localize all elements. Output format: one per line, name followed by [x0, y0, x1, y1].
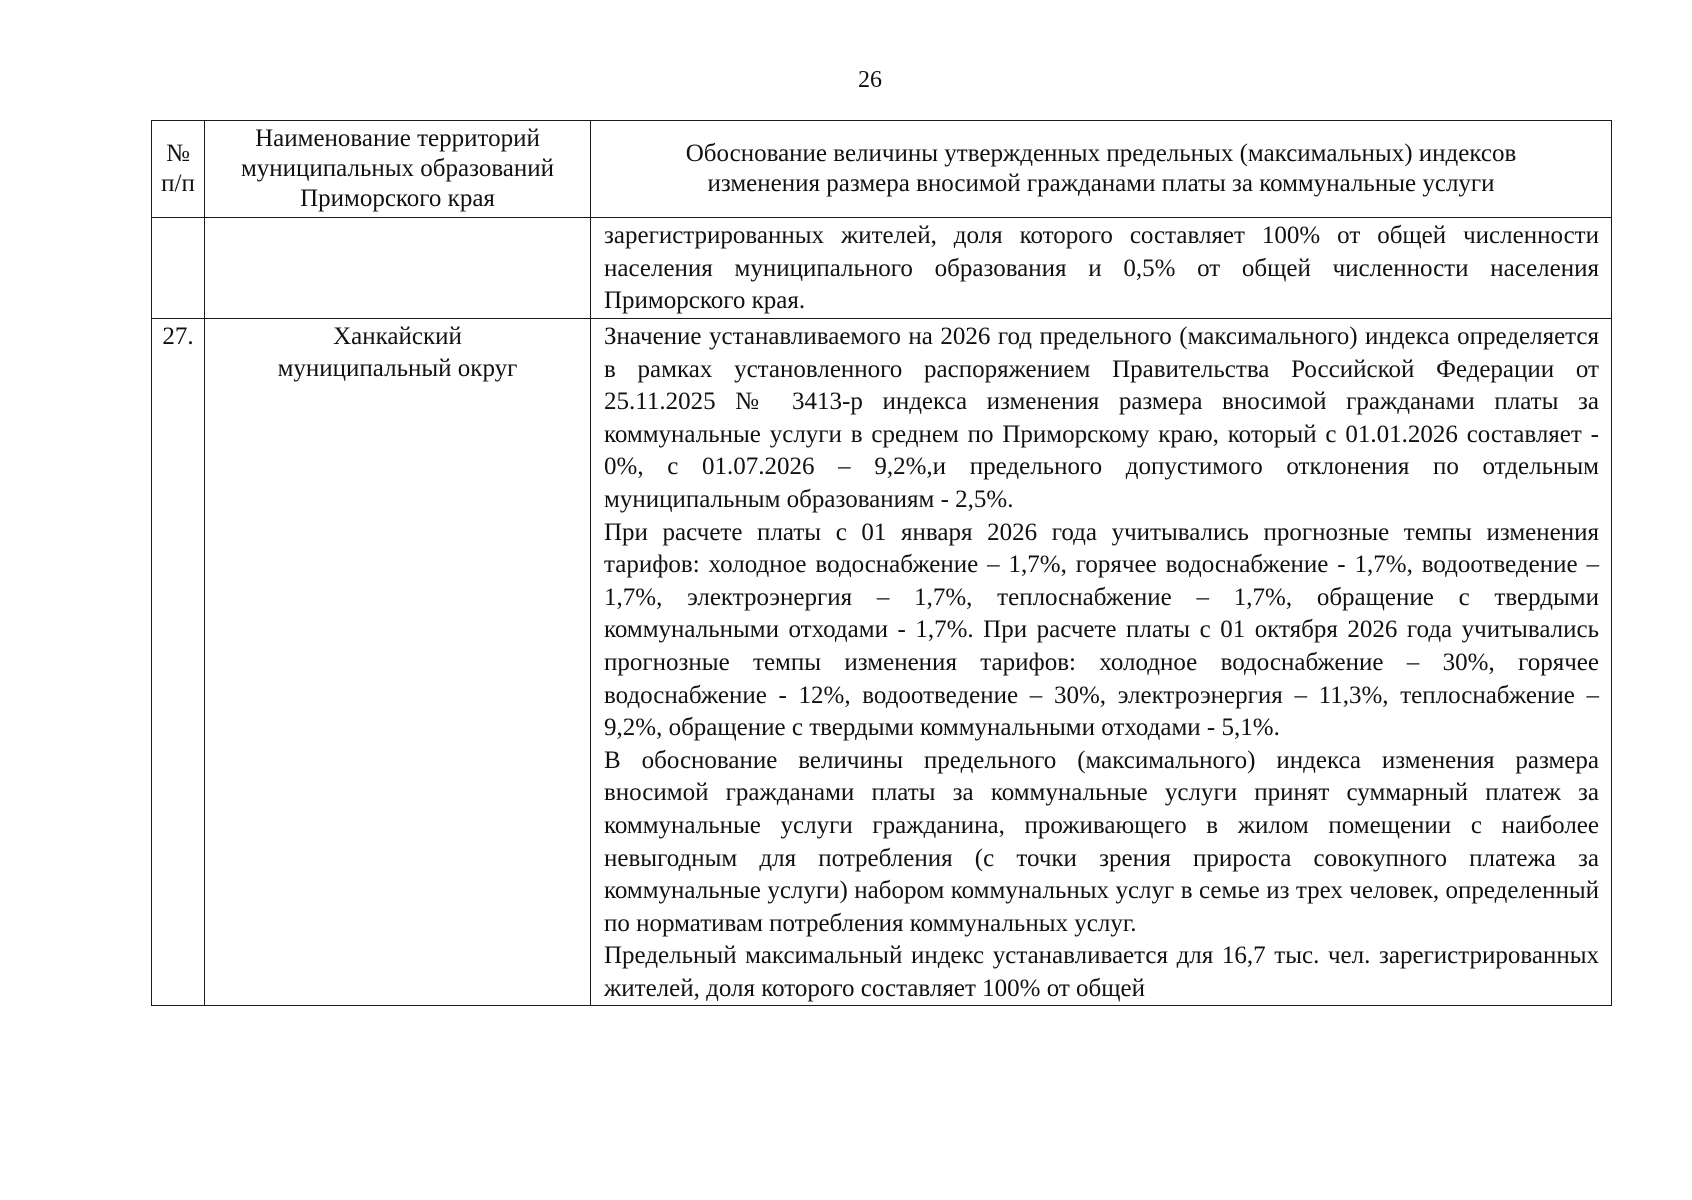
row-27-paragraph-4: Предельный максимальный индекс устанавливается для 16,7 тыс. чел. зарегистрированных жителей, доля которого составляет 100% от общей	[604, 942, 1599, 1002]
header-justification-cell	[591, 121, 1612, 218]
row-27-text-cell	[591, 319, 1612, 1006]
table-row-continuation	[152, 218, 1612, 319]
row-27-paragraph-2: При расчете платы с 01 января 2026 года учитывались прогнозные темпы изменения тарифов: холодное водоснабжение – 1,7%, горячее водоснабжение - 1,7%, водоотведение – 1,7%, электроэнергия – 1,7%, теплоснабжение – 1,7%, обращение с твердыми коммунальными отходами - 1,7%. При расчете платы с 01 октября 2026 года учитывались прогнозные темпы изменения тарифов: холодное водоснабжение – 30%, горячее водоснабжение - 12%, водоотведение – 30%, электроэнергия – 11,3%, теплоснабжение – 9,2%, обращение с твердыми коммунальными отходами - 5,1%.	[604, 518, 1599, 742]
continuation-num-cell	[152, 218, 205, 319]
header-territory-line-2: муниципальных образований	[240, 155, 555, 182]
continuation-name-cell	[205, 218, 591, 319]
header-territory-line-1: Наименование территорий	[255, 125, 540, 152]
header-justification-line-1: Обоснование величины утвержденных предельных (максимальных) индексов	[685, 140, 1517, 167]
page-number: 26	[858, 67, 882, 93]
header-num-label: п/п	[161, 170, 195, 197]
row-27-name-line-2: муниципальный округ	[277, 355, 518, 382]
header-territory-line-3: Приморского края	[300, 185, 495, 212]
table-header-row	[152, 121, 1612, 218]
table-row-27	[152, 319, 1612, 1006]
row-27-paragraph-3: В обоснование величины предельного (максимального) индекса изменения размера вносимой гражданами платы за коммунальные услуги принят суммарный платеж за коммунальные услуги гражданина, проживающего в жилом помещении с наиболее невыгодным для потребления (с точки зрения прироста совокупного платежа за коммунальные услуги) набором коммунальных услуг в семье из трех человек, определенный по нормативам потребления коммунальных услуг.	[604, 746, 1599, 937]
header-territory-cell	[205, 121, 591, 218]
row-27-num-cell: 27.	[152, 319, 205, 1006]
continuation-paragraph: зарегистрированных жителей, доля которого составляет 100% от общей численности населения муниципального образования и 0,5% от общей численности населения Приморского края.	[604, 222, 1599, 315]
header-justification-line-2: изменения размера вносимой гражданами платы за коммунальные услуги	[707, 170, 1495, 197]
row-27-paragraph-1: Значение устанавливаемого на 2026 год предельного (максимального) индекса определяется в рамках установленного распоряжением Правительства Российской Федерации от 25.11.2025 № 3413-р индекса изменения размера вносимой гражданами платы за коммунальные услуги в среднем по Приморскому краю, который с 01.01.2026 составляет - 0%, с 01.07.2026 – 9,2%,и предельного допустимого отклонения по отдельным муниципальным образованиям - 2,5%.	[604, 323, 1599, 513]
municipal-index-table	[151, 120, 1612, 1006]
row-27-name-line-1: Ханкайский	[333, 323, 462, 350]
header-num-cell	[152, 121, 205, 218]
header-num-symbol: №	[166, 140, 190, 167]
continuation-text-cell	[591, 218, 1612, 319]
row-27-name-cell	[205, 319, 591, 1006]
